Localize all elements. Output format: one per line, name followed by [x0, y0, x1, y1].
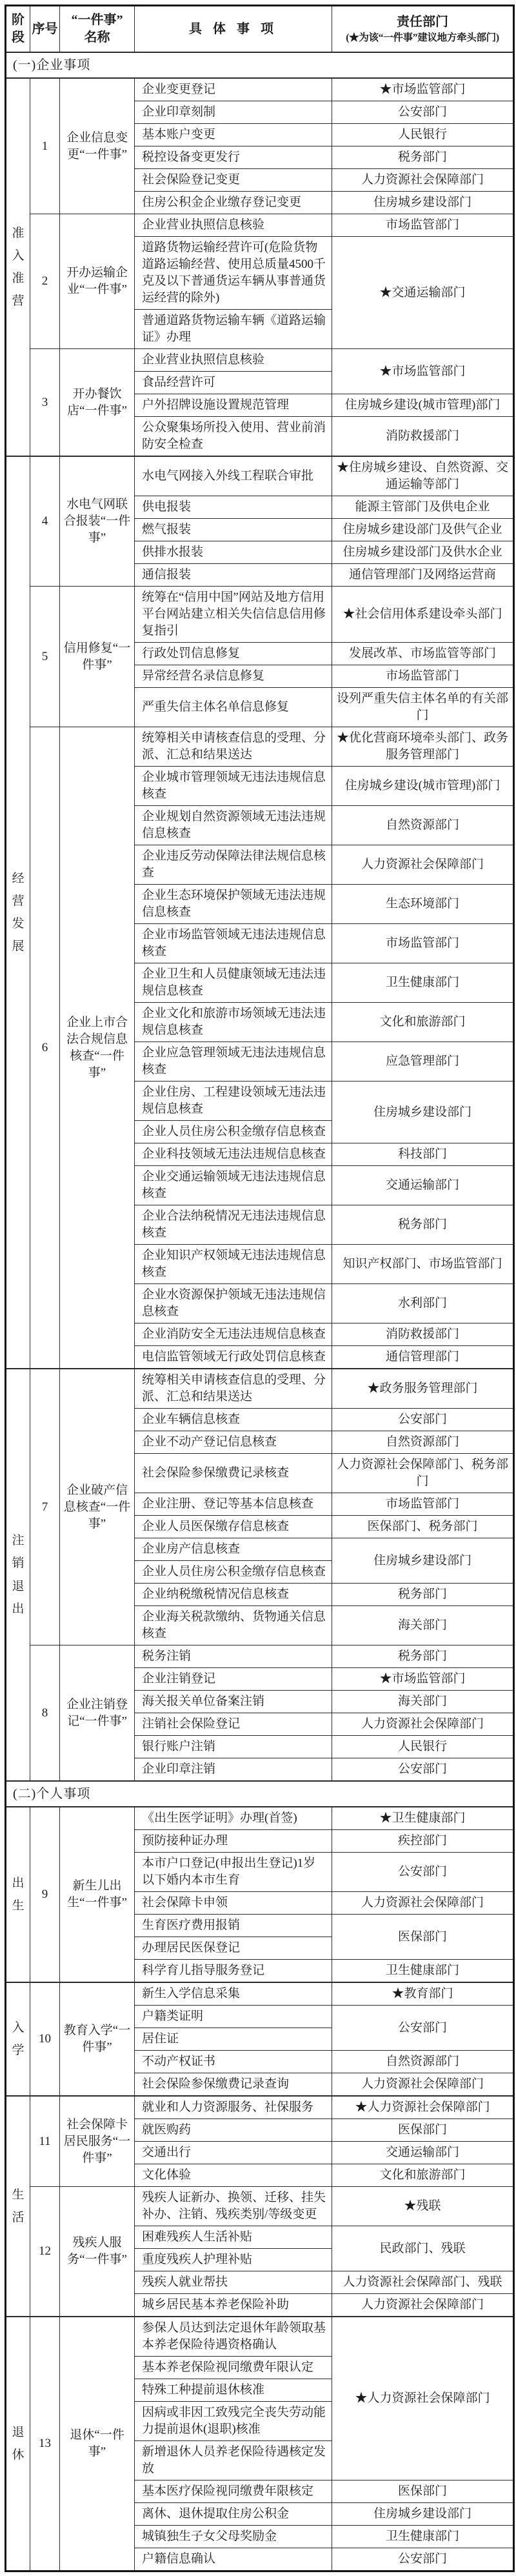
service-name: 教育入学“一件事” [60, 1982, 135, 2096]
item-text: 预防接种证办理 [135, 1830, 332, 1853]
item-text: 燃气报装 [135, 519, 332, 541]
item-text: 企业不动产登记信息核查 [135, 1431, 332, 1454]
service-name: 新生儿出生“一件事” [60, 1807, 135, 1982]
department-cell: 公安部门 [332, 1853, 514, 1892]
department-cell: 消防救援部门 [332, 417, 514, 457]
section-header-row [6, 1781, 514, 1807]
item-text: 企业海关税款缴纳、货物通关信息核查 [135, 1606, 332, 1645]
stage-label-cell [6, 1369, 30, 1781]
item-text: 企业人员医保缴存信息核查 [135, 1516, 332, 1538]
item-text: 严重失信主体名单信息修复 [135, 688, 332, 727]
item-row [6, 2187, 514, 2226]
service-name: 社会保障卡居民服务“一件事” [60, 2096, 135, 2187]
department-cell: 卫生健康部门 [332, 963, 514, 1003]
service-name: 开办运输企业“一件事” [60, 214, 135, 349]
department-cell: ★残联 [332, 2187, 514, 2226]
item-text: 办理居民医保登记 [135, 1937, 332, 1960]
department-cell: ★人力资源社会保障部门 [332, 2096, 514, 2119]
item-text: 企业营业执照信息核验 [135, 214, 332, 237]
item-text: 户籍信息确认 [135, 2548, 332, 2571]
item-row [6, 1982, 514, 2006]
service-number: 3 [30, 349, 60, 457]
item-text: 普通道路货物运输车辆《道路运输证》办理 [135, 310, 332, 349]
item-text: 企业住房、工程建设领域无违法违规信息核查 [135, 1082, 332, 1121]
item-text: 新增退休人员养老保险待遇核定发放 [135, 2441, 332, 2480]
department-cell: 水利部门 [332, 1284, 514, 1323]
department-cell: 人力资源社会保障部门 [332, 845, 514, 885]
department-cell: 自然资源部门 [332, 806, 514, 845]
stage-label: 退休 [12, 2425, 25, 2462]
item-text: 城镇独生子女父母奖励金 [135, 2526, 332, 2548]
stage-label-cell [6, 2096, 30, 2317]
department-cell: ★交通运输部门 [332, 237, 514, 349]
item-text: 税控设备变更发行 [135, 146, 332, 169]
department-cell: 文化和旅游部门 [332, 1003, 514, 1042]
item-row [6, 1807, 514, 1830]
item-text: 文化体验 [135, 2164, 332, 2187]
department-cell: 市场监管部门 [332, 665, 514, 688]
department-cell: 市场监管部门 [332, 924, 514, 963]
department-cell: ★政务服务管理部门 [332, 1369, 514, 1409]
service-number: 4 [30, 456, 60, 587]
item-row [6, 727, 514, 767]
service-number: 6 [30, 727, 60, 1369]
department-cell: 公安部门 [332, 1758, 514, 1782]
department-cell: ★人力资源社会保障部门 [332, 2317, 514, 2480]
service-number: 10 [30, 1982, 60, 2096]
service-number: 12 [30, 2187, 60, 2317]
department-cell: 住房城乡建设部门 [332, 1082, 514, 1143]
item-text: 重度残疾人护理补贴 [135, 2249, 332, 2271]
item-text: 《出生医学证明》办理(首签) [135, 1807, 332, 1830]
column-header-item: 具 体 事 项 [135, 6, 332, 53]
item-text: 科学育儿指导服务登记 [135, 1960, 332, 1983]
item-text: 企业印章注销 [135, 1758, 332, 1782]
item-text: 残疾人就业帮扶 [135, 2271, 332, 2294]
item-text: 企业营业执照信息核验 [135, 349, 332, 372]
item-text: 注销社会保险登记 [135, 1713, 332, 1736]
item-text: 统筹在“信用中国”网站及地方信用平台网站建立相关失信信息信用修复指引 [135, 587, 332, 643]
department-cell: 卫生健康部门 [332, 2526, 514, 2548]
item-text: 就医购药 [135, 2119, 332, 2142]
service-name: 企业上市合法合规信息核查“一件事” [60, 727, 135, 1369]
column-header-name [60, 6, 135, 53]
department-cell: 人力资源社会保障部门 [332, 2073, 514, 2097]
department-cell: ★优化营商环境牵头部门、政务服务管理部门 [332, 727, 514, 767]
department-cell: 住房城乡建设部门 [332, 192, 514, 214]
item-text: 企业人员住房公积金缴存信息核查 [135, 1121, 332, 1143]
department-cell: ★市场监管部门 [332, 1668, 514, 1691]
item-row [6, 1369, 514, 1409]
item-text: 统筹相关申请核查信息的受理、分派、汇总和结果送达 [135, 1369, 332, 1409]
item-text: 离休、退休提取住房公积金 [135, 2503, 332, 2526]
item-text: 海关报关单位备案注销 [135, 1691, 332, 1713]
department-cell: 住房城乡建设部门 [332, 1538, 514, 1584]
item-text: 异常经营名录信息修复 [135, 665, 332, 688]
department-cell: 医保部门 [332, 2480, 514, 2503]
item-text: 社会保险参保缴费记录核查 [135, 1454, 332, 1493]
department-cell: 医保部门 [332, 1915, 514, 1960]
item-row [6, 2317, 514, 2357]
stage-label-cell [6, 2317, 30, 2571]
department-cell: 人力资源社会保障部门、税务部门 [332, 1454, 514, 1493]
department-cell: 公安部门 [332, 2548, 514, 2571]
service-number: 7 [30, 1369, 60, 1645]
department-cell: 知识产权部门、市场监管部门 [332, 1245, 514, 1284]
department-cell: ★市场监管部门 [332, 78, 514, 101]
item-text: 就业和人力资源服务、社保服务 [135, 2096, 332, 2119]
item-text: 食品经营许可 [135, 372, 332, 394]
service-name: 企业破产信息核查“一件事” [60, 1369, 135, 1645]
item-text: 特殊工种提前退休核准 [135, 2379, 332, 2402]
department-cell: 科技部门 [332, 1143, 514, 1166]
service-number: 1 [30, 78, 60, 214]
column-header-dept [332, 6, 514, 53]
department-cell: ★卫生健康部门 [332, 1807, 514, 1830]
department-cell: 交通运输部门 [332, 2142, 514, 2164]
department-cell: 人力资源社会保障部门 [332, 1713, 514, 1736]
item-text: 企业水资源保护领域无违法违规信息核查 [135, 1284, 332, 1323]
item-text: 企业印章刻制 [135, 101, 332, 124]
item-text: 企业注册、登记等基本信息核查 [135, 1493, 332, 1516]
department-cell: 人力资源社会保障部门 [332, 169, 514, 192]
item-text: 社会保障卡申领 [135, 1892, 332, 1915]
department-cell: 卫生健康部门 [332, 1960, 514, 1983]
column-header-dept-title: 责任部门 [397, 14, 448, 29]
service-name: 信用修复“一件事” [60, 587, 135, 727]
service-number: 11 [30, 2096, 60, 2187]
item-row [6, 214, 514, 237]
stage-label-cell [6, 1807, 30, 1982]
item-text: 税务注销 [135, 1645, 332, 1668]
department-cell: 人民银行 [332, 1736, 514, 1758]
service-name: 开办餐饮店“一件事” [60, 349, 135, 457]
department-cell: 市场监管部门 [332, 214, 514, 237]
department-cell: 税务部门 [332, 146, 514, 169]
department-cell: 住房城乡建设(城市管理)部门 [332, 767, 514, 806]
stage-label-cell [6, 78, 30, 456]
item-text: 户外招牌设施设置规范管理 [135, 394, 332, 417]
department-cell: 市场监管部门 [332, 1493, 514, 1516]
department-cell: 交通运输部门 [332, 1166, 514, 1205]
item-text: 企业房产信息核查 [135, 1538, 332, 1561]
item-text: 困难残疾人生活补贴 [135, 2226, 332, 2249]
item-text: 企业注销登记 [135, 1668, 332, 1691]
department-cell: 住房城乡建设部门及供水企业 [332, 541, 514, 564]
department-cell: 公安部门 [332, 101, 514, 124]
item-text: 城乡居民基本养老保险补助 [135, 2294, 332, 2317]
stage-label-cell [6, 1982, 30, 2096]
item-text: 企业纳税缴税情况信息核查 [135, 1584, 332, 1606]
section-title: (二)个人事项 [6, 1781, 514, 1807]
department-cell: 住房城乡建设(城市管理)部门 [332, 394, 514, 417]
department-cell: 住房城乡建设部门及供气企业 [332, 519, 514, 541]
item-text: 本市户口登记(申报出生登记)1岁以下婚内本市生育 [135, 1853, 332, 1892]
item-text: 户籍类证明 [135, 2006, 332, 2028]
department-cell: 自然资源部门 [332, 1431, 514, 1454]
item-text: 企业知识产权领域无违法违规信息核查 [135, 1245, 332, 1284]
department-cell: 文化和旅游部门 [332, 2164, 514, 2187]
item-text: 住房公积金企业缴存登记变更 [135, 192, 332, 214]
department-cell: 税务部门 [332, 1584, 514, 1606]
item-text: 基本医疗保险视同缴费年限核定 [135, 2480, 332, 2503]
item-row [6, 349, 514, 372]
department-cell: 税务部门 [332, 1645, 514, 1668]
stage-label: 经营发展 [12, 871, 25, 954]
service-number: 5 [30, 587, 60, 727]
stage-label: 生活 [12, 2188, 25, 2224]
column-header-dept-note: (★为该“一件事”建议地方牵头部门) [346, 32, 499, 43]
service-name: 退休“一件事” [60, 2317, 135, 2571]
column-header-name-line1: “一件事” [71, 13, 123, 27]
department-cell: 医保部门 [332, 2119, 514, 2142]
department-cell: 能源主管部门及供电企业 [332, 496, 514, 519]
column-header-stage: 阶段 [6, 6, 30, 53]
service-number: 8 [30, 1645, 60, 1782]
section-title: (一)企业事项 [6, 52, 514, 78]
item-text: 企业消防安全无违法违规信息核查 [135, 1323, 332, 1346]
service-number: 13 [30, 2317, 60, 2571]
department-cell: 税务部门 [332, 1205, 514, 1245]
item-text: 企业车辆信息核查 [135, 1409, 332, 1431]
item-text: 不动产权证书 [135, 2051, 332, 2073]
service-name: 企业信息变更“一件事” [60, 78, 135, 214]
department-cell: 人力资源社会保障部门 [332, 2294, 514, 2317]
table-body [6, 52, 514, 2571]
department-cell: ★社会信用体系建设牵头部门 [332, 587, 514, 643]
department-cell: 住房城乡建设部门 [332, 2503, 514, 2526]
item-text: 企业规划自然资源领域无违法违规信息核查 [135, 806, 332, 845]
department-cell: 发展改革、市场监管等部门 [332, 643, 514, 665]
item-text: 企业城市管理领域无违法违规信息核查 [135, 767, 332, 806]
item-row [6, 587, 514, 643]
item-text: 供电报装 [135, 496, 332, 519]
department-cell: 海关部门 [332, 1691, 514, 1713]
item-text: 企业科技领域无违法违规信息核查 [135, 1143, 332, 1166]
item-text: 企业应急管理领域无违法违规信息核查 [135, 1042, 332, 1082]
item-text: 统筹相关申请核查信息的受理、分派、汇总和结果送达 [135, 727, 332, 767]
item-row [6, 456, 514, 496]
item-row [6, 78, 514, 101]
item-text: 道路货物运输经营许可(危险货物道路运输经营、使用总质量4500千克及以下普通货运车辆从事普通货运经营的除外) [135, 237, 332, 310]
item-text: 因病或非因工致残完全丧失劳动能力提前退休(退职)核准 [135, 2402, 332, 2441]
table-header-row [6, 6, 514, 53]
column-header-name-line2: 名称 [84, 30, 110, 45]
department-cell: 疾控部门 [332, 1830, 514, 1853]
department-cell: 消防救援部门 [332, 1323, 514, 1346]
item-text: 参保人员达到法定退休年龄领取基本养老保险待遇资格确认 [135, 2317, 332, 2357]
department-cell: 海关部门 [332, 1606, 514, 1645]
stage-label: 入学 [12, 2020, 25, 2057]
item-text: 企业卫生和人员健康领域无违法违规信息核查 [135, 963, 332, 1003]
item-text: 社会保险参保缴费记录查询 [135, 2073, 332, 2097]
column-header-no: 序号 [30, 6, 60, 53]
service-name: 水电气网联合报装“一件事” [60, 456, 135, 587]
item-text: 企业文化和旅游市场领域无违法违规信息核查 [135, 1003, 332, 1042]
item-text: 企业生态环境保护领域无违法违规信息核查 [135, 885, 332, 924]
item-text: 供排水报装 [135, 541, 332, 564]
section-header-row [6, 52, 514, 78]
item-text: 企业违反劳动保障法律法规信息核查 [135, 845, 332, 885]
service-name: 企业注销登记“一件事” [60, 1645, 135, 1782]
item-text: 基本账户变更 [135, 124, 332, 146]
item-text: 居住证 [135, 2028, 332, 2051]
item-text: 电信监管领域无行政处罚信息核查 [135, 1346, 332, 1369]
department-cell: 公安部门 [332, 1409, 514, 1431]
department-cell: 公安部门 [332, 2006, 514, 2051]
department-cell: 应急管理部门 [332, 1042, 514, 1082]
department-cell: 人力资源社会保障部门 [332, 1892, 514, 1915]
stage-label-cell [6, 456, 30, 1369]
item-row [6, 2096, 514, 2119]
department-cell: 自然资源部门 [332, 2051, 514, 2073]
department-cell: 民政部门、残联 [332, 2226, 514, 2271]
stage-label: 准入准营 [12, 226, 25, 308]
item-text: 企业交通运输领域无违法违规信息核查 [135, 1166, 332, 1205]
item-text: 企业合法纳税情况无违法违规信息核查 [135, 1205, 332, 1245]
service-number: 9 [30, 1807, 60, 1982]
item-text: 新生入学信息采集 [135, 1982, 332, 2006]
item-text: 水电气网接入外线工程联合审批 [135, 456, 332, 496]
service-number: 2 [30, 214, 60, 349]
item-text: 残疾人证新办、换领、迁移、挂失补办、注销、残疾类别/等级变更 [135, 2187, 332, 2226]
department-cell: ★教育部门 [332, 1982, 514, 2006]
item-text: 交通出行 [135, 2142, 332, 2164]
department-cell: 人力资源社会保障部门、残联 [332, 2271, 514, 2294]
stage-label: 出生 [12, 1876, 25, 1913]
item-text: 公众聚集场所投入使用、营业前消防安全检查 [135, 417, 332, 457]
item-text: 企业变更登记 [135, 78, 332, 101]
item-text: 社会保险登记变更 [135, 169, 332, 192]
item-text: 生育医疗费用报销 [135, 1915, 332, 1937]
department-cell: 设列严重失信主体名单的有关部门 [332, 688, 514, 727]
department-cell: 生态环境部门 [332, 885, 514, 924]
item-text: 企业市场监管领域无违法违规信息核查 [135, 924, 332, 963]
department-cell: 通信管理部门 [332, 1346, 514, 1369]
item-text: 基本养老保险视同缴费年限认定 [135, 2357, 332, 2379]
department-cell: 医保部门、税务部门 [332, 1516, 514, 1538]
department-cell: 人民银行 [332, 124, 514, 146]
item-text: 银行账户注销 [135, 1736, 332, 1758]
item-text: 行政处罚信息修复 [135, 643, 332, 665]
department-cell: ★市场监管部门 [332, 349, 514, 394]
one-thing-service-table [5, 5, 515, 2572]
item-row [6, 1645, 514, 1668]
department-cell: 通信管理部门及网络运营商 [332, 564, 514, 587]
service-name: 残疾人服务“一件事” [60, 2187, 135, 2317]
item-text: 通信报装 [135, 564, 332, 587]
item-text: 企业人员住房公积金缴存信息核查 [135, 1561, 332, 1584]
stage-label: 注销退出 [12, 1534, 25, 1616]
department-cell: ★住房城乡建设、自然资源、交通运输等部门 [332, 456, 514, 496]
